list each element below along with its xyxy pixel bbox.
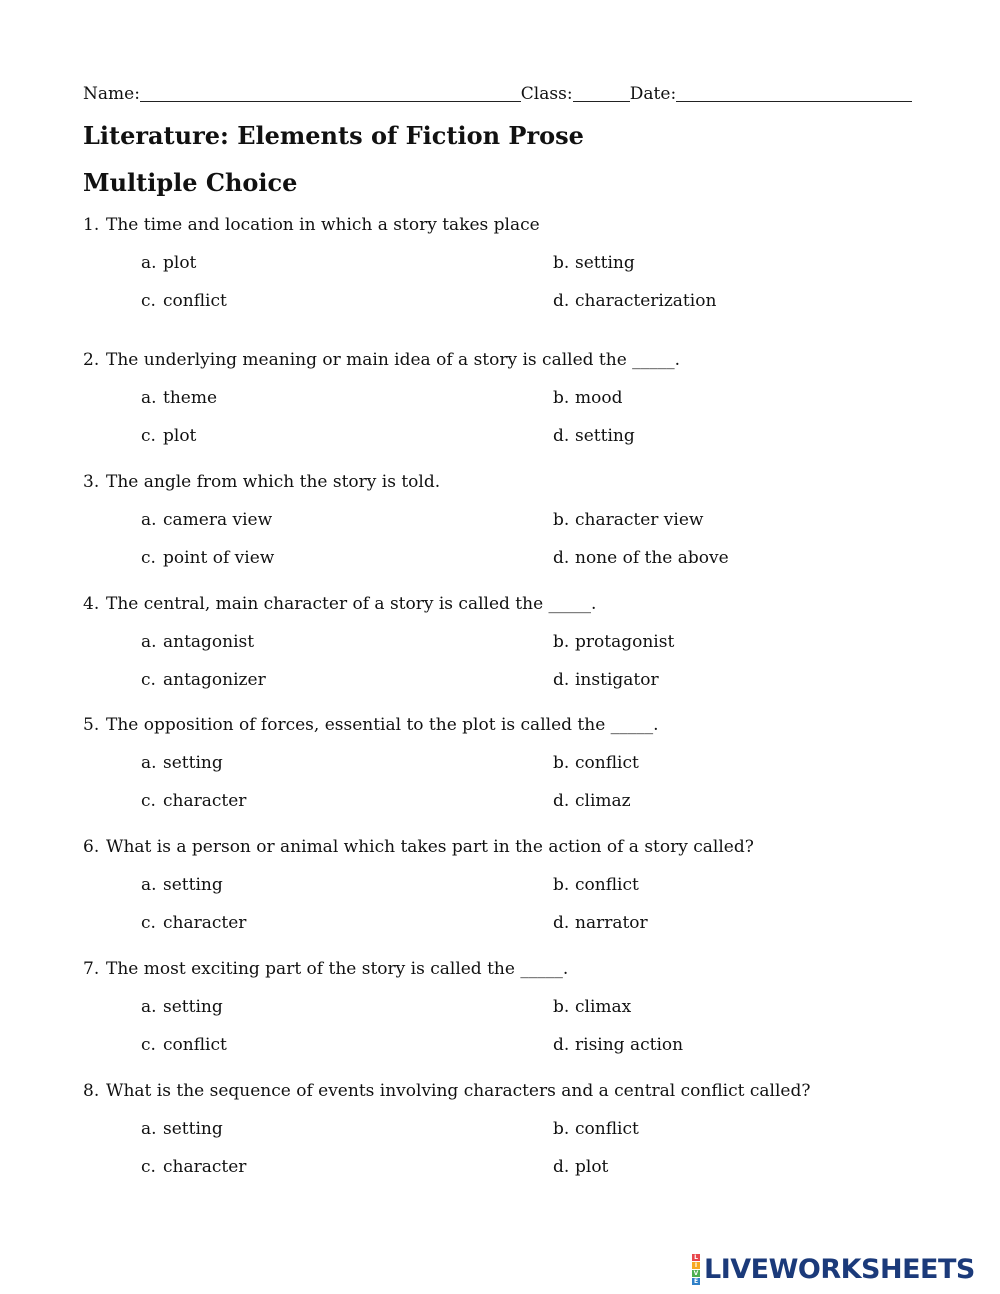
option-text: character view <box>575 510 704 530</box>
class-blank[interactable] <box>573 84 630 102</box>
option-8b[interactable] <box>553 1118 639 1140</box>
question-number: 1. <box>83 215 100 235</box>
option-3a[interactable] <box>141 509 272 531</box>
option-letter: a. <box>141 253 157 273</box>
option-text: climax <box>575 997 632 1017</box>
option-text: setting <box>163 875 223 895</box>
option-7c[interactable] <box>141 1034 227 1056</box>
question-number: 3. <box>83 472 100 492</box>
question-text: The opposition of forces, essential to the plot is called the _____. <box>106 715 659 735</box>
option-letter: c. <box>141 291 156 311</box>
option-letter: a. <box>141 632 157 652</box>
option-letter: b. <box>553 253 570 273</box>
option-7a[interactable] <box>141 996 223 1018</box>
option-text: antagonist <box>163 632 255 652</box>
option-text: characterization <box>575 291 717 311</box>
option-6c[interactable] <box>141 912 246 934</box>
option-letter: c. <box>141 670 156 690</box>
option-text: setting <box>163 997 223 1017</box>
option-7d[interactable] <box>553 1034 683 1056</box>
option-text: conflict <box>163 291 227 311</box>
question-text: The angle from which the story is told. <box>106 472 441 492</box>
option-letter: a. <box>141 1119 157 1139</box>
option-5d[interactable] <box>553 790 631 812</box>
name-label: Name: <box>83 84 140 104</box>
class-label: Class: <box>520 84 573 104</box>
option-1b[interactable] <box>553 252 635 274</box>
liveworksheets-logo-icon <box>692 1254 700 1285</box>
logo-letter: I <box>692 1262 700 1269</box>
option-1c[interactable] <box>141 290 227 312</box>
option-2c[interactable] <box>141 425 196 447</box>
question-2 <box>83 349 680 371</box>
option-text: antagonizer <box>163 670 266 690</box>
option-text: narrator <box>575 913 648 933</box>
option-2a[interactable] <box>141 387 217 409</box>
option-4c[interactable] <box>141 669 266 691</box>
logo-letter: L <box>692 1254 700 1261</box>
question-text: The central, main character of a story is called the _____. <box>106 594 597 614</box>
option-letter: d. <box>553 426 570 446</box>
option-2d[interactable] <box>553 425 635 447</box>
option-text: character <box>163 1157 247 1177</box>
option-text: mood <box>575 388 623 408</box>
option-letter: a. <box>141 510 157 530</box>
option-text: climaz <box>575 791 631 811</box>
option-text: conflict <box>575 753 639 773</box>
option-7b[interactable] <box>553 996 631 1018</box>
option-text: setting <box>163 1119 223 1139</box>
question-3 <box>83 471 440 493</box>
option-letter: c. <box>141 1157 156 1177</box>
question-text: What is a person or animal which takes part in the action of a story called? <box>106 837 754 857</box>
option-4b[interactable] <box>553 631 674 653</box>
question-number: 2. <box>83 350 100 370</box>
option-4a[interactable] <box>141 631 254 653</box>
liveworksheets-logo <box>692 1252 975 1286</box>
option-text: character <box>163 791 247 811</box>
question-number: 8. <box>83 1081 100 1101</box>
option-text: instigator <box>575 670 659 690</box>
option-letter: c. <box>141 426 156 446</box>
date-label: Date: <box>629 84 677 104</box>
option-letter: c. <box>141 1035 156 1055</box>
option-letter: d. <box>553 670 570 690</box>
option-text: conflict <box>163 1035 227 1055</box>
option-text: point of view <box>163 548 275 568</box>
option-1d[interactable] <box>553 290 716 312</box>
option-letter: c. <box>141 913 156 933</box>
question-7 <box>83 958 568 980</box>
question-number: 7. <box>83 959 100 979</box>
option-text: plot <box>575 1157 609 1177</box>
option-text: plot <box>163 253 197 273</box>
option-text: none of the above <box>575 548 729 568</box>
option-5b[interactable] <box>553 752 639 774</box>
question-1 <box>83 214 540 236</box>
option-letter: c. <box>141 548 156 568</box>
option-letter: a. <box>141 753 157 773</box>
option-letter: d. <box>553 1157 570 1177</box>
option-text: theme <box>163 388 218 408</box>
worksheet-title: Literature: Elements of Fiction Prose <box>83 121 584 150</box>
option-letter: d. <box>553 548 570 568</box>
question-number: 4. <box>83 594 100 614</box>
option-8c[interactable] <box>141 1156 246 1178</box>
option-text: conflict <box>575 1119 639 1139</box>
option-6d[interactable] <box>553 912 648 934</box>
option-text: conflict <box>575 875 639 895</box>
option-text: setting <box>575 426 635 446</box>
logo-letter: E <box>693 1277 699 1285</box>
option-text: camera view <box>163 510 273 530</box>
option-letter: d. <box>553 791 570 811</box>
option-3d[interactable] <box>553 547 729 569</box>
option-2b[interactable] <box>553 387 622 409</box>
date-blank[interactable] <box>676 84 912 102</box>
option-5a[interactable] <box>141 752 223 774</box>
option-letter: b. <box>553 753 570 773</box>
option-letter: b. <box>553 510 570 530</box>
option-letter: d. <box>553 1035 570 1055</box>
option-4d[interactable] <box>553 669 659 691</box>
option-text: setting <box>575 253 635 273</box>
option-8d[interactable] <box>553 1156 608 1178</box>
option-1a[interactable] <box>141 252 196 274</box>
option-letter: a. <box>141 388 157 408</box>
option-5c[interactable] <box>141 790 246 812</box>
option-letter: a. <box>141 997 157 1017</box>
option-text: setting <box>163 753 223 773</box>
question-4 <box>83 593 596 615</box>
option-3c[interactable] <box>141 547 274 569</box>
option-text: rising action <box>575 1035 684 1055</box>
option-8a[interactable] <box>141 1118 223 1140</box>
question-6 <box>83 836 754 858</box>
option-text: character <box>163 913 247 933</box>
option-letter: b. <box>553 1119 570 1139</box>
option-6a[interactable] <box>141 874 223 896</box>
option-letter: d. <box>553 291 570 311</box>
option-letter: d. <box>553 913 570 933</box>
brand-name: LIVEWORKSHEETS <box>704 1253 975 1285</box>
question-number: 6. <box>83 837 100 857</box>
option-letter: b. <box>553 388 570 408</box>
question-5 <box>83 714 659 736</box>
option-3b[interactable] <box>553 509 703 531</box>
option-letter: a. <box>141 875 157 895</box>
option-text: protagonist <box>575 632 675 652</box>
name-blank[interactable] <box>140 84 521 102</box>
option-letter: b. <box>553 997 570 1017</box>
question-8 <box>83 1080 810 1102</box>
option-text: plot <box>163 426 197 446</box>
option-letter: b. <box>553 632 570 652</box>
question-text: The underlying meaning or main idea of a story is called the _____. <box>106 350 681 370</box>
section-title: Multiple Choice <box>83 168 298 197</box>
question-text: The most exciting part of the story is called the _____. <box>106 959 569 979</box>
question-text: The time and location in which a story takes place <box>106 215 540 235</box>
logo-letter: V <box>693 1269 699 1277</box>
question-text: What is the sequence of events involving characters and a central conflict called? <box>106 1081 811 1101</box>
option-letter: b. <box>553 875 570 895</box>
option-letter: c. <box>141 791 156 811</box>
question-number: 5. <box>83 715 100 735</box>
option-6b[interactable] <box>553 874 639 896</box>
student-info-header <box>83 83 912 105</box>
